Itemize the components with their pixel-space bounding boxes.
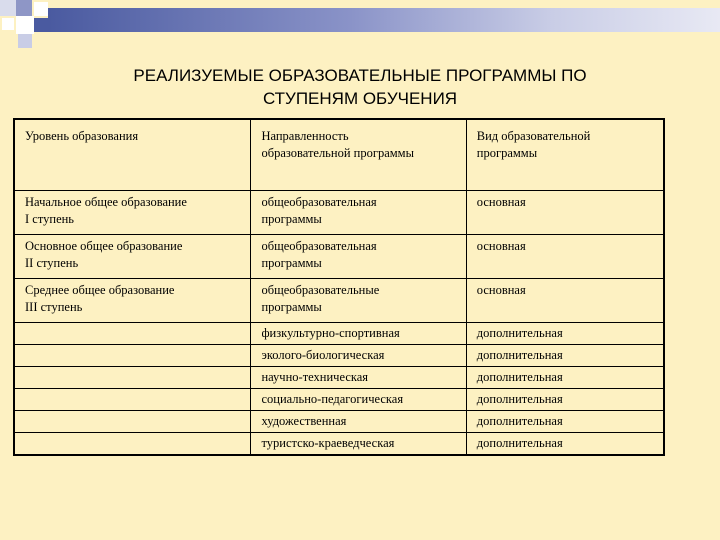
cell-text: основная	[476, 239, 526, 253]
cell-kind	[466, 433, 664, 456]
cell-direction	[251, 433, 466, 456]
cell-direction	[251, 411, 466, 433]
cell-kind	[466, 345, 664, 367]
cell-text: общеобразовательная	[261, 195, 377, 209]
cell-level	[14, 323, 251, 345]
cell-text: социально-педагогическая	[261, 392, 404, 406]
deco-square	[0, 0, 16, 16]
deco-square	[34, 18, 48, 32]
deco-square	[16, 16, 34, 34]
title-line: СТУПЕНЯМ ОБУЧЕНИЯ	[262, 89, 458, 108]
cell-kind	[466, 235, 664, 279]
cell-text: I ступень	[25, 212, 75, 226]
cell-direction	[251, 389, 466, 411]
header-text: программы	[476, 146, 538, 160]
header-text: образовательной программы	[261, 146, 414, 160]
cell-text: дополнительная	[476, 326, 563, 340]
cell-level	[14, 235, 251, 279]
cell-direction	[251, 345, 466, 367]
deco-square	[2, 18, 14, 30]
table-row	[14, 235, 664, 279]
cell-text: художественная	[261, 414, 347, 428]
table-row	[14, 191, 664, 235]
table-row	[14, 433, 664, 456]
title-line: РЕАЛИЗУЕМЫЕ ОБРАЗОВАТЕЛЬНЫЕ ПРОГРАММЫ ПО	[133, 66, 587, 85]
cell-direction	[251, 191, 466, 235]
cell-text: общеобразовательные	[261, 283, 380, 297]
cell-text: общеобразовательная	[261, 239, 377, 253]
deco-square	[16, 0, 32, 16]
cell-text: физкультурно-спортивная	[261, 326, 400, 340]
cell-kind	[466, 191, 664, 235]
cell-text: дополнительная	[476, 414, 563, 428]
cell-kind	[466, 323, 664, 345]
table-row	[14, 323, 664, 345]
cell-text: Основное общее образование	[25, 239, 183, 253]
header-direction	[251, 119, 466, 191]
deco-square	[34, 2, 48, 16]
programs-table	[13, 118, 665, 456]
cell-level	[14, 367, 251, 389]
cell-text: программы	[261, 256, 322, 270]
cell-text: II ступень	[25, 256, 79, 270]
cell-level	[14, 279, 251, 323]
header-text: Вид образовательной	[476, 129, 591, 143]
cell-text: дополнительная	[476, 436, 563, 450]
header-kind	[466, 119, 664, 191]
cell-kind	[466, 279, 664, 323]
cell-direction	[251, 235, 466, 279]
header-level	[14, 119, 251, 191]
cell-direction	[251, 323, 466, 345]
cell-text: дополнительная	[476, 392, 563, 406]
cell-text: Начальное общее образование	[25, 195, 187, 209]
table-row	[14, 345, 664, 367]
table-row	[14, 389, 664, 411]
table-row	[14, 411, 664, 433]
table-header-row	[14, 119, 664, 191]
cell-text: дополнительная	[476, 370, 563, 384]
header-text: Уровень образования	[25, 129, 139, 143]
cell-kind	[466, 389, 664, 411]
header-text: Направленность	[261, 129, 349, 143]
cell-text: программы	[261, 212, 322, 226]
page-title	[60, 64, 660, 110]
cell-kind	[466, 411, 664, 433]
cell-level	[14, 345, 251, 367]
cell-level	[14, 191, 251, 235]
cell-text: туристско-краеведческая	[261, 436, 395, 450]
cell-text: дополнительная	[476, 348, 563, 362]
cell-text: эколого-биологическая	[261, 348, 385, 362]
cell-kind	[466, 367, 664, 389]
cell-text: основная	[476, 283, 526, 297]
cell-text: основная	[476, 195, 526, 209]
cell-level	[14, 411, 251, 433]
cell-text: III ступень	[25, 300, 83, 314]
deco-square	[18, 34, 32, 48]
cell-text: программы	[261, 300, 322, 314]
table-row	[14, 367, 664, 389]
cell-text: Среднее общее образование	[25, 283, 175, 297]
cell-text: научно-техническая	[261, 370, 369, 384]
cell-level	[14, 433, 251, 456]
cell-direction	[251, 367, 466, 389]
top-accent-bar	[48, 8, 720, 32]
cell-direction	[251, 279, 466, 323]
cell-level	[14, 389, 251, 411]
table-row	[14, 279, 664, 323]
